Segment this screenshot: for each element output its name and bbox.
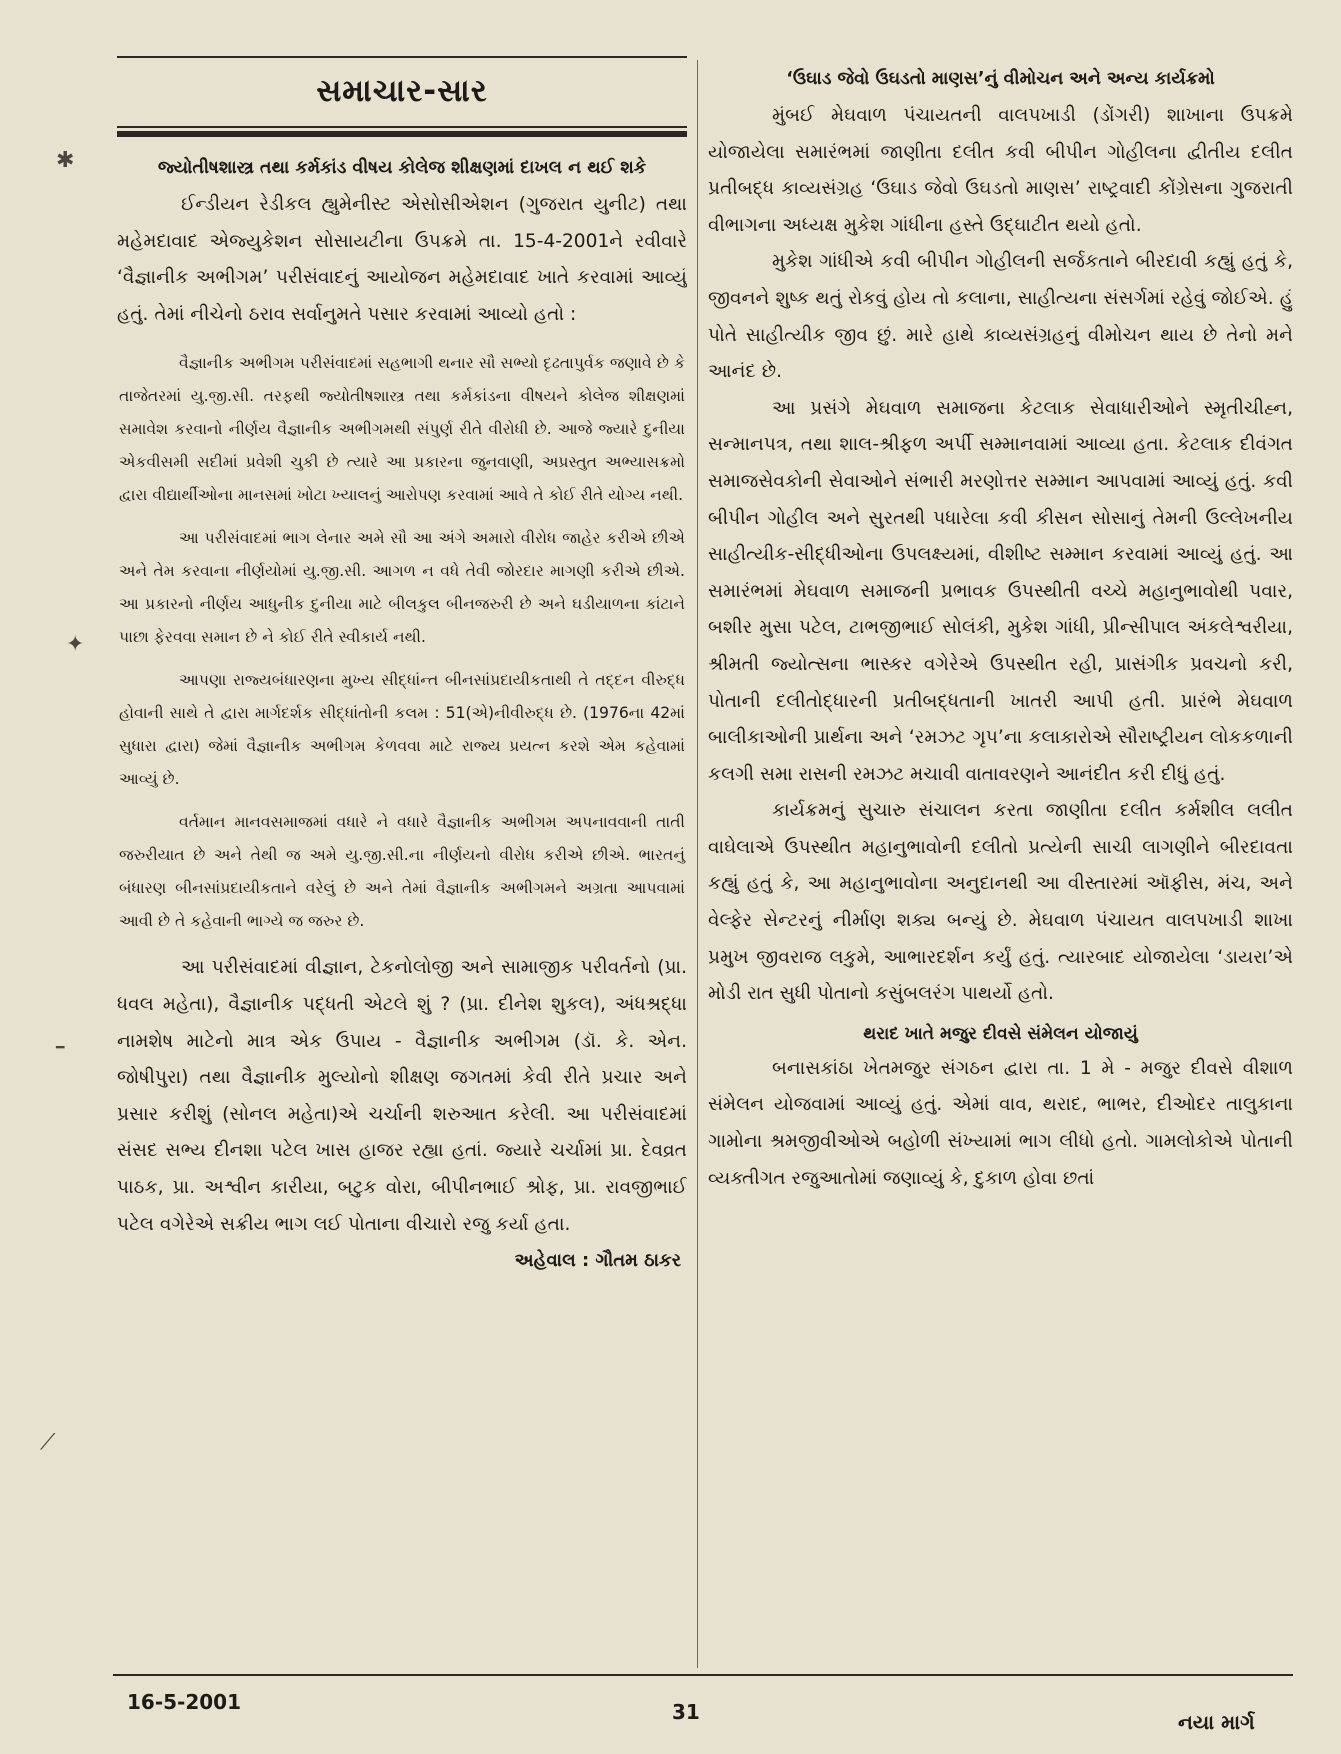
scan-blemish-mark: ⟋ — [40, 1430, 56, 1455]
masthead-title: સમાચાર-સાર — [316, 72, 488, 109]
resolution-paragraph: વૈજ્ઞાનીક અભીગમ પરીસંવાદમાં સહભાગી થનાર સૌ સભ્યો દૃઢતાપુર્વક જણાવે છે કે તાજેતરમાં યુ.જી.સી. તરફથી જ્યોતીષશાસ્ત્ર તથા કર્મકાંડના વીષયને કોલેજ શીક્ષણમાં સમાવેશ કરવાનો નીર્ણય વૈજ્ઞાનીક અભીગમથી સંપુર્ણ રીતે વીરોધી છે. આજે જ્યારે દુનીયા એકવીસમી સદીમાં પ્રવેશી ચુકી છે ત્યારે આ પ્રકારના જુનવાણી, અપ્રસ્તુત અભ્યાસક્રમો દ્વારા વીદ્યાર્થીઓના માનસમાં ખોટા ખ્યાલનું આરોપણ કરવામાં આવે તે કોઈ રીતે યોગ્ય નથી. — [119, 354, 685, 505]
left-column — [117, 54, 687, 1668]
magazine-name: નયા માર્ગ — [1178, 1710, 1255, 1734]
article-intro: ઈન્ડીયન રેડીકલ હ્યુમેનીસ્ટ એસોસીએશન (ગુજરાત યુનીટ) તથા મહેમદાવાદ એજ્યુકેશન સોસાયટીના ઉપક્રમે તા. 15-4-2001ને રવીવારે ‘વૈજ્ઞાનીક અભીગમ’ પરીસંવાદનું આયોજન મહેમદાવાદ ખાતે કરવામાં આવ્યું હતું. તેમાં નીચેનો ઠરાવ સર્વાનુમતે પસાર કરવામાં આવ્યો હતો : — [117, 194, 687, 325]
article-headline-labour-day: થરાદ ખાતે મજુર દીવસે સંમેલન યોજાયું — [863, 1023, 1138, 1044]
footer-rule — [113, 1674, 1293, 1676]
right-column — [708, 54, 1293, 1668]
article-headline-astrology: જ્યોતીષશાસ્ત્ર તથા કર્મકાંડ વીષય કોલેજ શીક્ષણમાં દાખલ ન થઈ શકે — [157, 158, 647, 178]
issue-date: 16-5-2001 — [127, 1690, 242, 1714]
body-paragraph: મુકેશ ગાંધીએ કવી બીપીન ગોહીલની સર્જકતાને બીરદાવી કહ્યું હતું કે, જીવનને શુષ્ક થતું રોકવું હોય તો કલાના, સાહીત્યના સંસર્ગમાં રહેવું જોઈએ. હું પોતે સાહીત્યીક જીવ છું. મારે હાથે કાવ્યસંગ્રહનું વીમોચન થાય છે તેનો મને આનંદ છે. — [708, 251, 1293, 383]
scan-blemish-mark: ━ — [56, 1040, 65, 1056]
article-headline-book-release: ‘ઉઘાડ જેવો ઉઘડતો માણસ’નું વીમોચન અને અન્ય કાર્યક્રમો — [786, 69, 1215, 89]
column-divider — [697, 60, 698, 1668]
body-paragraph: કાર્યક્રમનું સુચારુ સંચાલન કરતા જાણીતા દલીત કર્મશીલ લલીત વાઘેલાએ ઉપસ્થીત મહાનુભાવોની દલીતો પ્રત્યેની સાચી લાગણીને બીરદાવતા કહ્યું હતું કે, આ મહાનુભાવોના અનુદાનથી આ વીસ્તારમાં ઑફીસ, મંચ, અને વેલ્ફેર સેન્ટરનું નીર્માણ શક્ય બન્યું છે. મેઘવાળ પંચાયત વાલપખાડી શાખા પ્રમુખ જીવરાજ લકુમે, આભારદર્શન કર્યું હતું. ત્યારબાદ યોજાયેલા ‘ડાયરા’એ મોડી રાત સુધી પોતાનો કસુંબલરંગ પાથર્યો હતો. — [708, 800, 1293, 1005]
resolution-paragraph: વર્તમાન માનવસમાજમાં વધારે ને વધારે વૈજ્ઞાનીક અભીગમ અપનાવવાની તાતી જરુરીયાત છે અને તેથી જ અમે યુ.જી.સી.ના નીર્ણયનો વીરોધ કરીએ છીએ. ભારતનું બંધારણ બીનસાંપ્રદાયીકતાને વરેલું છે અને તેમાં વૈજ્ઞાનીક અભીગમને અગ્રતા આપવામાં આવી છે તે કહેવાની ભાગ્યે જ જરુર છે. — [119, 813, 685, 931]
article-closing: આ પરીસંવાદમાં વીજ્ઞાન, ટેકનોલોજી અને સામાજીક પરીવર્તનો (પ્રા. ધવલ મહેતા), વૈજ્ઞાનીક પદ્ધતી એટલે શું ? (પ્રા. દીનેશ શુકલ), અંધશ્રદ્ધા નામશેષ માટેનો માત્ર એક ઉપાય - વૈજ્ઞાનીક અભીગમ (ડૉ. કે. એન. જોષીપુરા) તથા વૈજ્ઞાનીક મુલ્યોનો શીક્ષણ જગતમાં કેવી રીતે પ્રચાર અને પ્રસાર કરીશું (સોનલ મહેતા)એ ચર્ચાની શરુઆત કરેલી. આ પરીસંવાદમાં સંસદ સભ્ય દીનશા પટેલ ખાસ હાજર રહ્યા હતાં. જ્યારે ચર્ચામાં પ્રા. દેવવ્રત પાઠક, પ્રા. અશ્વીન કારીયા, બટુક વોરા, બીપીનભાઈ શ્રોફ, પ્રા. રાવજીભાઈ પટેલ વગેરેએ સક્રીય ભાગ લઈ પોતાના વીચારો રજુ કર્યા હતા. — [117, 957, 687, 1235]
body-paragraph: આ પ્રસંગે મેઘવાળ સમાજના કેટલાક સેવાધારીઓને સ્મૃતીચીહ્ન, સન્માનપત્ર, તથા શાલ-શ્રીફળ અર્પી સમ્માનવામાં આવ્યા હતા. કેટલાક દીવંગત સમાજસેવકોની સેવાઓને સંભારી મરણોત્તર સમ્માન આપવામાં આવ્યું હતું. કવી બીપીન ગોહીલ અને સુરતથી પધારેલા કવી કીસન સોસાનું તેમની ઉલ્લેખનીય સાહીત્યીક-સીદ્ધીઓના ઉપલક્ષ્યમાં, વીશીષ્ટ સમ્માન કરવામાં આવ્યું હતું. આ સમારંભમાં મેઘવાળ સમાજની પ્રભાવક ઉપસ્થીતી વચ્ચે મહાનુભાવોથી પવાર, બશીર મુસા પટેલ, ટાભજીભાઈ સોલંકી, મુકેશ ગાંધી, પ્રીન્સીપાલ અંકલેશ્વરીયા, શ્રીમતી જ્યોત્સના ભાસ્કર વગેરેએ ઉપસ્થીત રહી, પ્રાસંગીક પ્રવચનો કરી, પોતાની દલીતોદ્ધારની પ્રતીબદ્ધતાની ખાતરી આપી હતી. પ્રારંભે મેઘવાળ બાલીકાઓની પ્રાર્થના અને ‘રમઝટ ગૃપ’ના કલાકારોએ સૌરાષ્ટ્રીયન લોકકળાની કલગી સમા રાસની રમઝટ મચાવી વાતાવરણને આનંદીત કરી દીધું હતું. — [708, 397, 1293, 785]
page-number: 31 — [672, 1700, 700, 1724]
body-paragraph: બનાસકાંઠા ખેતમજુર સંગઠન દ્વારા તા. 1 મે - મજુર દીવસે વીશાળ સંમેલન યોજવામાં આવ્યું હતું. એમાં વાવ, થરાદ, ભાભર, દીઓદર તાલુકાના ગામોના શ્રમજીવીઓએ બહોળી સંખ્યામાં ભાગ લીધો હતો. ગામલોકોએ પોતાની વ્યક્તીગત રજુઆતોમાં જણાવ્યું કે, દુકાળ હોવા છતાં — [708, 1057, 1293, 1189]
resolution-paragraph: આપણા રાજ્યબંધારણના મુખ્ય સીદ્ધાંન્ત બીનસાંપ્રદાયીકતાથી તે તદ્દન વીરુદ્ધ હોવાની સાથે તે દ્વારા માર્ગદર્શક સીદ્ધાંતોની કલમ : 51(એ)નીવીરુદ્ધ છે. (1976ના 42માં સુધારા દ્વારા) જેમાં વૈજ્ઞાનીક અભીગમ કેળવવા માટે રાજ્ય પ્રયત્ન કરશે એમ કહેવામાં આવ્યું છે. — [119, 671, 685, 789]
scan-blemish-mark: ✱ — [56, 148, 75, 173]
masthead-rule-thick — [117, 131, 687, 137]
article-byline: અહેવાલ : ગૌતમ ઠાકર — [514, 1250, 681, 1272]
body-paragraph: મુંબઈ મેઘવાળ પંચાયતની વાલપખાડી (ડોંગરી) શાખાના ઉપક્રમે યોજાયેલા સમારંભમાં જાણીતા દલીત કવી બીપીન ગોહીલના દ્વીતીય દલીત પ્રતીબદ્ધ કાવ્યસંગ્રહ ‘ઉઘાડ જેવો ઉઘડતો માણસ’ રાષ્ટ્રવાદી કોંગ્રેસના ગુજરાતી વીભાગના અધ્યક્ષ મુકેશ ગાંધીના હસ્તે ઉદ્ઘાટીત થયો હતો. — [708, 105, 1293, 236]
resolution-paragraph: આ પરીસંવાદમાં ભાગ લેનાર અમે સૌ આ અંગે અમારો વીરોધ જાહેર કરીએ છીએ અને તેમ કરવાના નીર્ણયોમાં યુ.જી.સી. આગળ ન વધે તેવી જોરદાર માગણી કરીએ છીએ. આ પ્રકારનો નીર્ણય આધુનીક દુનીયા માટે બીલકુલ બીનજરુરી છે અને ઘડીયાળના કાંટાને પાછા ફેરવવા સમાન છે ને કોઈ રીતે સ્વીકાર્ય નથી. — [119, 529, 685, 647]
scan-blemish-mark: ✦ — [66, 632, 85, 657]
masthead-rule-thin — [117, 126, 687, 128]
